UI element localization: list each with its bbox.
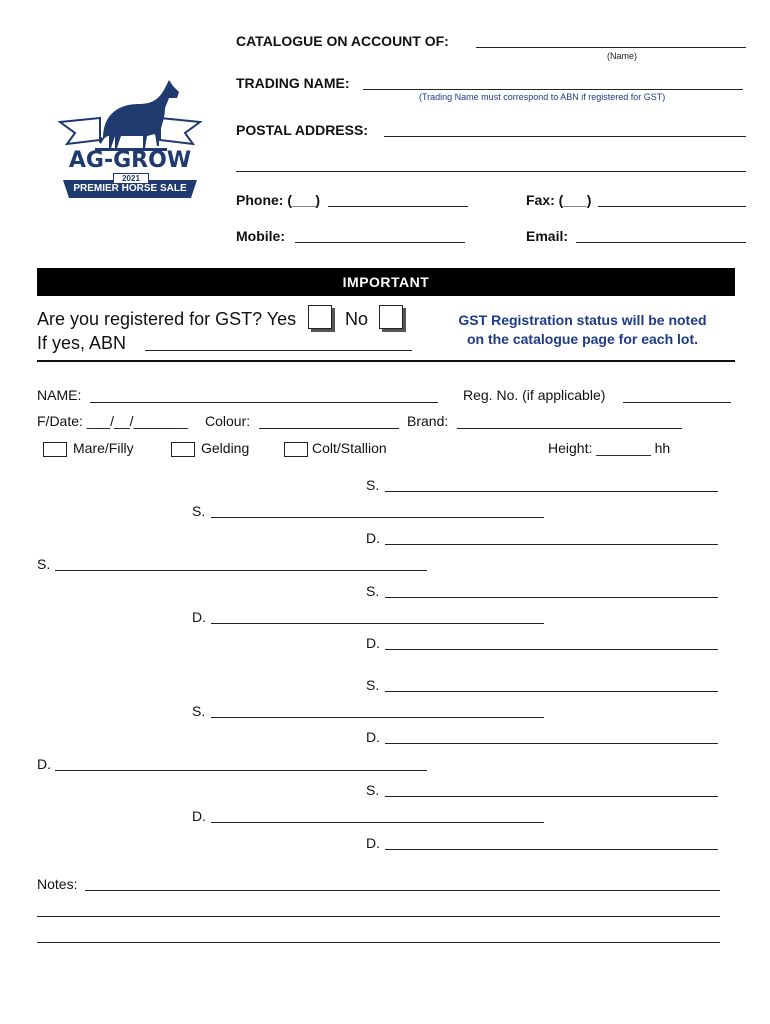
logo-subtitle: PREMIER HORSE SALE bbox=[73, 183, 187, 194]
gelding-checkbox[interactable] bbox=[171, 442, 195, 457]
ag-grow-logo bbox=[55, 78, 205, 208]
postal-address-field-2[interactable] bbox=[236, 171, 746, 172]
pedigree-sds-field[interactable] bbox=[385, 597, 718, 598]
pedigree-ds-label: S. bbox=[192, 703, 206, 719]
abn-field[interactable] bbox=[145, 350, 412, 351]
pedigree-dsd-field[interactable] bbox=[385, 743, 718, 744]
abn-label: If yes, ABN bbox=[37, 333, 127, 353]
brand-label: Brand: bbox=[407, 413, 449, 429]
catalogue-label: CATALOGUE ON ACCOUNT OF: bbox=[236, 33, 449, 49]
height-label: Height: _______ hh bbox=[548, 440, 671, 456]
email-field[interactable] bbox=[576, 242, 746, 243]
pedigree-sd-field[interactable] bbox=[211, 623, 544, 624]
gst-note bbox=[430, 312, 735, 347]
fax-label: Fax: (___) bbox=[526, 192, 592, 208]
gst-note-line2: on the catalogue page for each lot. bbox=[466, 331, 699, 347]
pedigree-dd-label: D. bbox=[192, 808, 206, 824]
mare-filly-checkbox[interactable] bbox=[43, 442, 67, 457]
logo-year: 2021 bbox=[113, 173, 149, 184]
pedigree-ssd-label: D. bbox=[366, 530, 380, 546]
pedigree-sire-field[interactable] bbox=[55, 570, 427, 571]
important-heading: IMPORTANT bbox=[37, 268, 735, 296]
horse-name-label: NAME: bbox=[37, 387, 82, 403]
mare-filly-label: Mare/Filly bbox=[73, 440, 134, 456]
reg-no-label: Reg. No. (if applicable) bbox=[463, 387, 606, 403]
reg-no-field[interactable] bbox=[623, 402, 731, 403]
notes-label: Notes: bbox=[37, 876, 78, 892]
mobile-label: Mobile: bbox=[236, 228, 285, 244]
fdate-label: F/Date: ___/__/_______ bbox=[37, 413, 189, 429]
pedigree-sdd-field[interactable] bbox=[385, 649, 718, 650]
section-divider bbox=[37, 360, 735, 362]
brand-field[interactable] bbox=[457, 428, 682, 429]
catalogue-name-field[interactable] bbox=[476, 47, 746, 48]
pedigree-ssd-field[interactable] bbox=[385, 544, 718, 545]
pedigree-dsd-label: D. bbox=[366, 729, 380, 745]
gst-question: Are you registered for GST? Yes bbox=[37, 309, 297, 329]
postal-address-label: POSTAL ADDRESS: bbox=[236, 122, 368, 138]
colt-stallion-checkbox[interactable] bbox=[284, 442, 308, 457]
colour-field[interactable] bbox=[259, 428, 399, 429]
notes-field-2[interactable] bbox=[37, 916, 720, 917]
fax-field[interactable] bbox=[598, 206, 746, 207]
pedigree-dd-field[interactable] bbox=[211, 822, 544, 823]
name-hint: (Name) bbox=[607, 51, 638, 61]
phone-field[interactable] bbox=[328, 206, 468, 207]
pedigree-sdd-label: D. bbox=[366, 635, 380, 651]
pedigree-dss-label: S. bbox=[366, 677, 380, 693]
gst-note-line1: GST Registration status will be noted bbox=[458, 312, 707, 328]
gst-yes-checkbox[interactable] bbox=[308, 305, 332, 329]
pedigree-dss-field[interactable] bbox=[385, 691, 718, 692]
notes-field-1[interactable] bbox=[85, 890, 720, 891]
trading-name-hint: (Trading Name must correspond to ABN if registered for GST) bbox=[419, 92, 666, 102]
pedigree-sd-label: D. bbox=[192, 609, 206, 625]
phone-label: Phone: (___) bbox=[236, 192, 321, 208]
horse-name-field[interactable] bbox=[90, 402, 438, 403]
pedigree-dam-label: D. bbox=[37, 756, 51, 772]
trading-name-field[interactable] bbox=[363, 89, 743, 90]
pedigree-ds-field[interactable] bbox=[211, 717, 544, 718]
pedigree-sire-label: S. bbox=[37, 556, 51, 572]
gst-no-label: No bbox=[345, 309, 369, 329]
mobile-field[interactable] bbox=[295, 242, 465, 243]
pedigree-sds-label: S. bbox=[366, 583, 380, 599]
pedigree-ss-label: S. bbox=[192, 503, 206, 519]
trading-name-label: TRADING NAME: bbox=[236, 75, 350, 91]
notes-field-3[interactable] bbox=[37, 942, 720, 943]
gelding-label: Gelding bbox=[201, 440, 250, 456]
gst-no-checkbox[interactable] bbox=[379, 305, 403, 329]
pedigree-ss-field[interactable] bbox=[211, 517, 544, 518]
logo-title: AG-GROW bbox=[68, 148, 192, 173]
pedigree-dds-field[interactable] bbox=[385, 796, 718, 797]
pedigree-dam-field[interactable] bbox=[55, 770, 427, 771]
colour-label: Colour: bbox=[205, 413, 251, 429]
email-label: Email: bbox=[526, 228, 569, 244]
colt-stallion-label: Colt/Stallion bbox=[312, 440, 387, 456]
pedigree-ddd-field[interactable] bbox=[385, 849, 718, 850]
pedigree-ddd-label: D. bbox=[366, 835, 380, 851]
pedigree-sss-label: S. bbox=[366, 477, 380, 493]
pedigree-sss-field[interactable] bbox=[385, 491, 718, 492]
pedigree-dds-label: S. bbox=[366, 782, 380, 798]
postal-address-field[interactable] bbox=[384, 136, 746, 137]
